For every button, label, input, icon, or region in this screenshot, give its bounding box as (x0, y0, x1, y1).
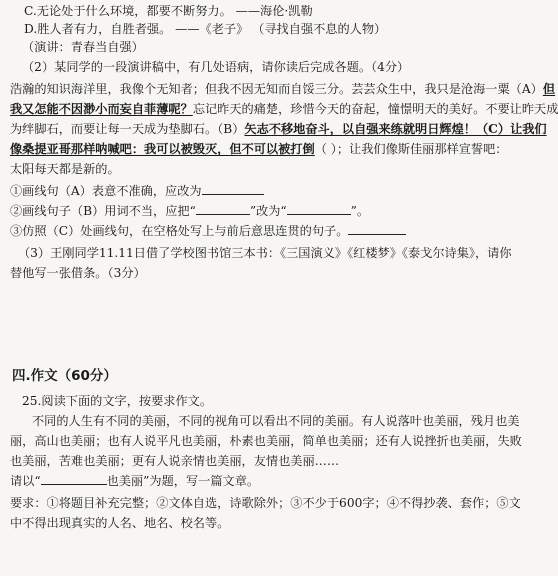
speech-line-2 (10, 100, 558, 118)
underlined-sentence-b: 矢志不移地奋斗，以自强来练就明日辉煌！（C） (244, 122, 511, 136)
speech-text: 让我们 (510, 122, 547, 136)
quote-c: C.无论处于什么环境，都要不断努力。 ——海伦·凯勒 (24, 4, 313, 18)
speech-line-1 (10, 80, 556, 98)
requirements-2: 中不得出现真实的人名、地名、校名等。 (10, 516, 230, 530)
speech-text: （ ）；让我们像斯佳丽那样宣誓吧： (314, 142, 508, 156)
speech-text: 忘记昨天的痛楚，珍惜今天的奋起，憧憬明天的美好。不要让昨天成 (192, 102, 558, 116)
speech-theme: （演讲：青春当自强） (22, 40, 144, 54)
speech-line-5 (10, 160, 534, 178)
question-2-heading: （2）某同学的一段演讲稿中，有几处语病，请你读后完成各题。（4分） (22, 60, 410, 74)
sub-question-3: ③仿照（C）处画线句，在空格处写上与前后意思连贯的句子。 (10, 222, 534, 240)
composition-text-3: 也美丽，苦难也美丽；更有人说亲情也美丽，友情也美丽…… (10, 454, 340, 468)
speech-text: 浩瀚的知识海洋里，我像个无知者；但我不因无知而自馁三分。芸芸众生中，我只是沧海一粟（A） (10, 82, 543, 96)
answer-blank-1[interactable] (202, 182, 264, 195)
question-3-cont: 替他写一张借条。（3分） (10, 266, 146, 280)
answer-blank-2a[interactable] (196, 202, 250, 215)
composition-title-line: 请以“ 也美丽”为题，写一篇文章。 (10, 474, 260, 488)
answer-blank-3[interactable] (348, 222, 406, 235)
composition-text-2: 丽，高山也美丽；也有人说平凡也美丽，朴素也美丽，简单也美丽；还有人说挫折也美丽，失败 (10, 434, 522, 448)
underlined-sentence-a: 但 (542, 82, 556, 96)
answer-blank-2b[interactable] (287, 202, 351, 215)
speech-text: 太阳每天都是新的。 (10, 162, 120, 176)
underlined-sentence-c: 像桑提亚哥那样呐喊吧：我可以被毁灭，但不可以被打倒 (10, 142, 315, 156)
sub-question-1: ①画线句（A）表意不准确，应改为 (10, 182, 534, 200)
title-blank[interactable] (41, 472, 107, 485)
sub-question-2: ②画线句子（B）用词不当，应把“ ”改为“ ”。 (10, 204, 370, 218)
speech-line-3 (10, 120, 547, 138)
speech-text: 为绊脚石，而要让每一天成为垫脚石。（B） (10, 122, 245, 136)
requirements-1: 要求：①将题目补充完整；②文体自选，诗歌除外；③不少于600字；④不得抄袭、套作；⑤文 (10, 496, 521, 510)
question-3: （3）王刚同学11.11日借了学校图书馆三本书：《三国演义》《红楼梦》《泰戈尔诗集》，请你 (18, 246, 512, 260)
section-heading-composition: 四.作文（60分） (12, 368, 117, 384)
quote-d: D.胜人者有力，自胜者强。 ——《老子》 （寻找自强不息的人物） (24, 22, 387, 36)
speech-line-4 (10, 140, 534, 158)
composition-prompt: 25.阅读下面的文字，按要求作文。 (22, 394, 213, 408)
underlined-sentence-a-cont: 我又怎能不因渺小而妄自菲薄呢？ (10, 102, 193, 116)
composition-text-1: 不同的人生有不同的美丽，不同的视角可以看出不同的美丽。有人说落叶也美丽，残月也美 (32, 414, 520, 428)
